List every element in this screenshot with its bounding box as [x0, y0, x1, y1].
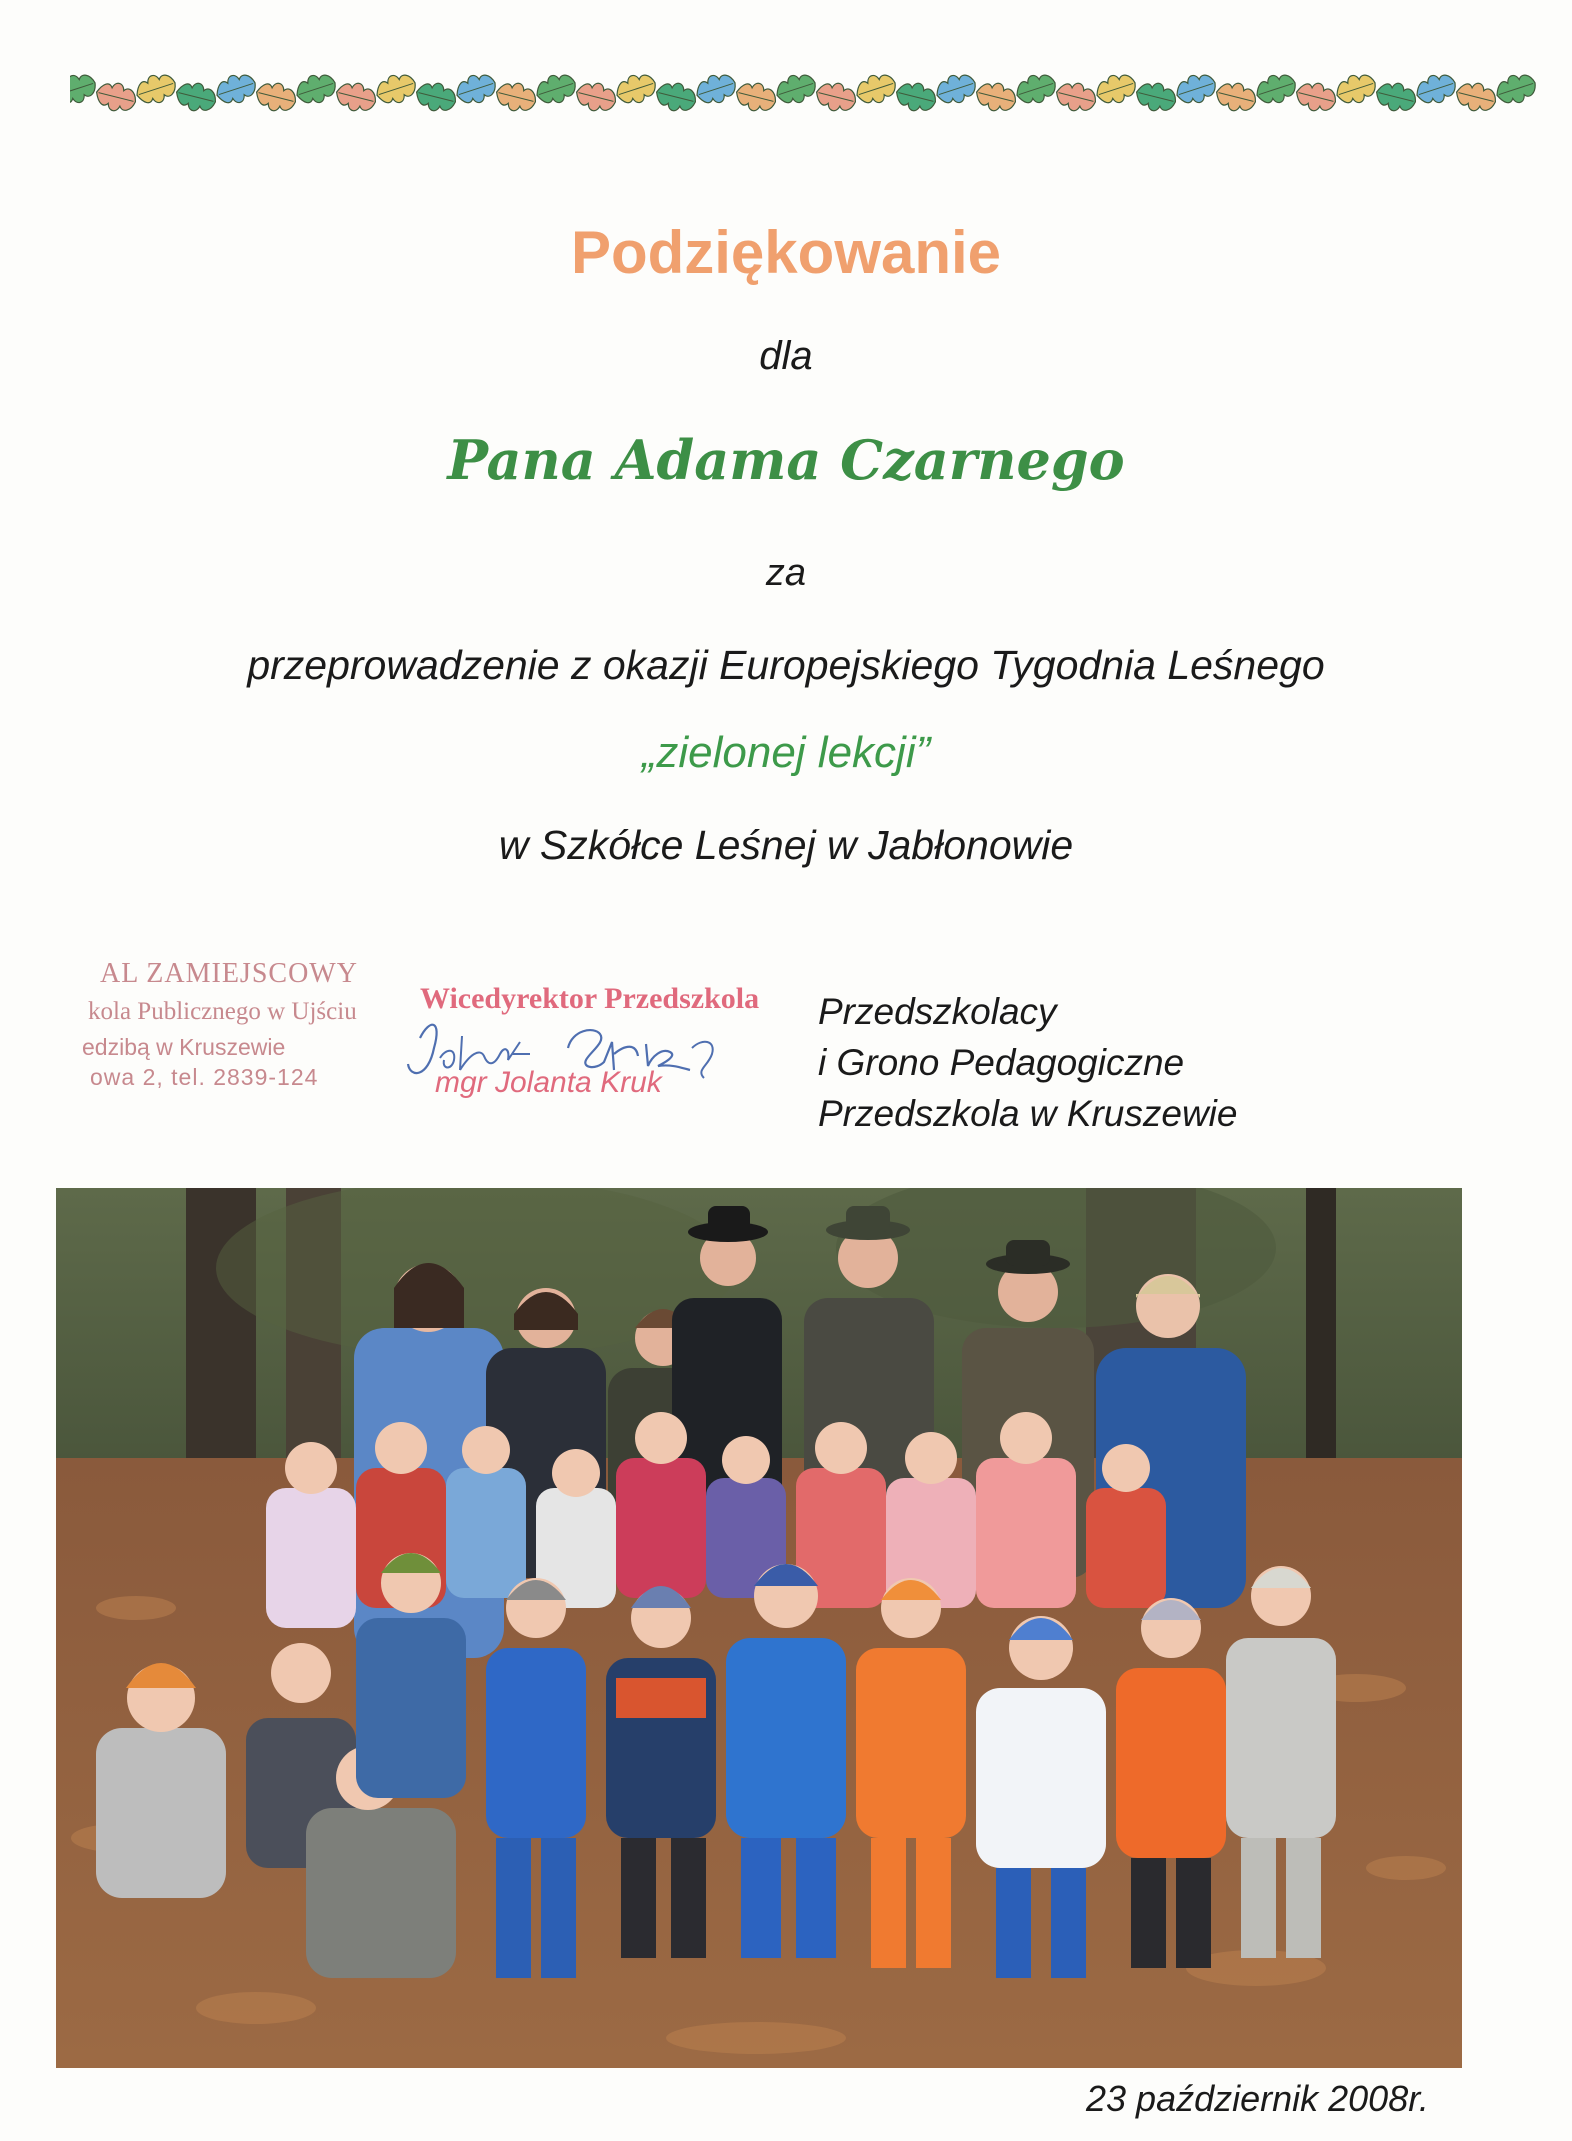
- oak-leaf-icon: [133, 70, 180, 109]
- oak-leaf-icon: [373, 70, 420, 109]
- oak-leaf-icon: [453, 70, 500, 109]
- stamp-line: owa 2, tel. 2839-124: [90, 1064, 319, 1090]
- oak-leaf-icon: [1333, 70, 1380, 109]
- stamp-line: kola Publicznego w Ujściu: [88, 998, 357, 1025]
- oak-leaf-icon: [93, 79, 139, 116]
- lesson-name: „zielonej lekcji”: [641, 728, 931, 777]
- oak-leaf-icon: [973, 79, 1019, 116]
- leaf-border: [70, 62, 1548, 124]
- recipient-name: Pana Adama Czarnego: [447, 428, 1125, 492]
- oak-leaf-icon: [773, 70, 820, 109]
- oak-leaf-icon: [853, 70, 900, 109]
- oak-leaf-icon: [1453, 79, 1499, 116]
- oak-leaf-icon: [70, 70, 99, 109]
- oak-leaf-icon: [1253, 70, 1300, 109]
- reason-text: przeprowadzenie z okazji Europejskiego Tygodnia Leśnego: [247, 642, 1325, 688]
- oak-leaf-icon: [1373, 79, 1419, 116]
- oak-leaf-icon: [933, 70, 980, 109]
- oak-leaf-icon: [1413, 70, 1460, 109]
- certificate-title: Podziękowanie: [570, 219, 1002, 286]
- oak-leaf-icon: [1493, 70, 1540, 109]
- oak-leaf-icon: [693, 70, 740, 109]
- for-word: dla: [759, 334, 813, 378]
- oak-leaf-icon: [813, 79, 859, 116]
- sender-line: i Grono Pedagogiczne: [818, 1042, 1185, 1083]
- oak-leaf-icon: [1093, 70, 1140, 109]
- oak-leaf-icon: [733, 79, 779, 116]
- oak-leaf-icon: [253, 79, 299, 116]
- sender-line: Przedszkolacy: [818, 991, 1057, 1032]
- oak-leaf-icon: [1293, 79, 1339, 116]
- oak-leaf-icon: [333, 79, 379, 116]
- oak-leaf-icon: [1013, 70, 1060, 109]
- stamp-line: edzibą w Kruszewie: [82, 1034, 286, 1060]
- oak-leaf-icon: [413, 79, 459, 116]
- oak-leaf-icon: [653, 79, 699, 116]
- oak-leaf-icon: [533, 70, 580, 109]
- date-text: 23 październik 2008r.: [1086, 2078, 1429, 2119]
- place-text: w Szkółce Leśnej w Jabłonowie: [498, 822, 1074, 868]
- institution-stamp: [60, 958, 380, 1108]
- signatory-role: Wicedyrektor Przedszkola: [420, 982, 760, 1015]
- because-word: za: [765, 552, 807, 594]
- oak-leaf-icon: [293, 70, 340, 109]
- oak-leaf-icon: [613, 70, 660, 109]
- sender-line: Przedszkola w Kruszewie: [818, 1093, 1238, 1134]
- senders-block: [818, 986, 1237, 1139]
- oak-leaf-icon: [1053, 79, 1099, 116]
- stamp-line: AL ZAMIEJSCOWY: [100, 958, 358, 989]
- oak-leaf-icon: [173, 79, 219, 116]
- oak-leaf-icon: [493, 79, 539, 116]
- group-photo: [56, 1188, 1462, 2068]
- signatory-name: mgr Jolanta Kruk: [435, 1066, 662, 1099]
- oak-leaf-icon: [1133, 79, 1179, 116]
- oak-leaf-icon: [573, 79, 619, 116]
- oak-leaf-icon: [1173, 70, 1220, 109]
- oak-leaf-icon: [893, 79, 939, 116]
- oak-leaf-icon: [1213, 79, 1259, 116]
- oak-leaf-icon: [213, 70, 260, 109]
